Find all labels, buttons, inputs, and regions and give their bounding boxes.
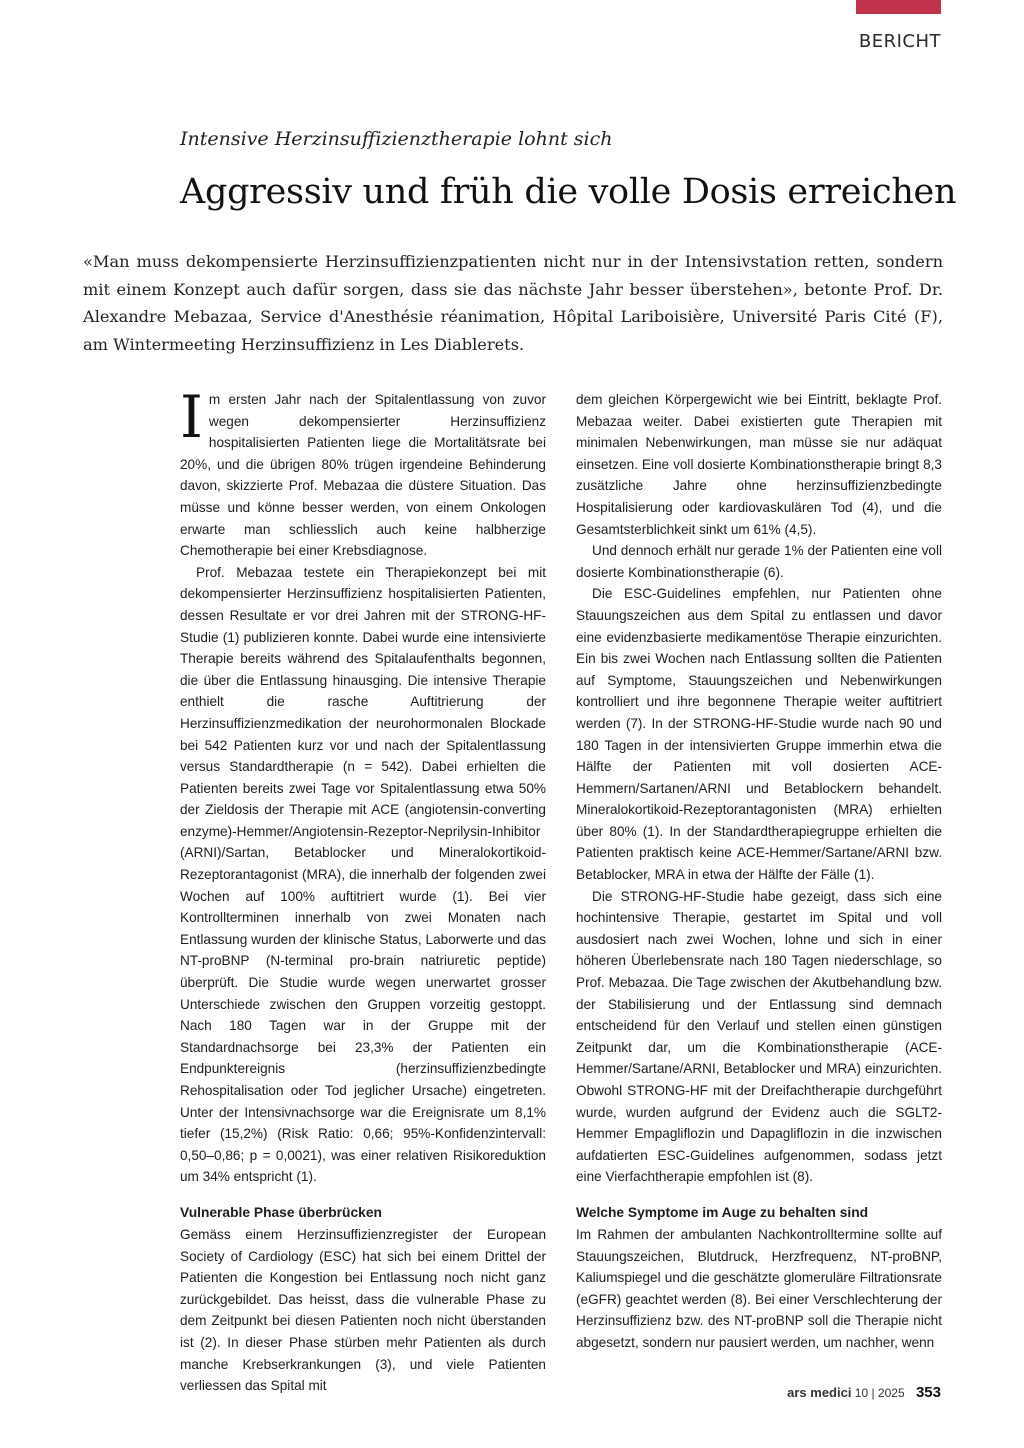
subheading: Welche Symptome im Auge zu behalten sind [576,1204,869,1220]
article-kicker: Intensive Herzinsuffizienztherapie lohnt sich [180,128,613,150]
article-lead: «Man muss dekompensierte Herzinsuffizienzpatienten nicht nur in der Intensivstation retten, sondern mit einem Konzept auch dafür sorgen, dass sie das nächste Jahr besser überstehen», betonte Prof. Dr. Alexandre Mebazaa, Service d'Anesthésie réanimation, Hôpital Lariboisière, Université Paris Cité (F), am Wintermeeting Herzinsuffizienz in Les Diablerets. [83,252,943,354]
page-number: 353 [915,1384,941,1401]
subheading: Vulnerable Phase überbrücken [180,1204,382,1220]
paragraph: Die STRONG-HF-Studie habe gezeigt, dass sich eine hochintensive Therapie, gestartet im Spital und voll ausdosiert nach zwei Wochen, lohne und sich in einer höheren Überlebensrate nach 180 Tagen niederschlage, so Prof. Mebazaa. Die Tage zwischen der Akutbehandlung bzw. der Stabilisierung und der Entlassung sind demnach entscheidend für den Verlauf und stellen einen günstigen Zeitpunkt dar, um die Kombinationstherapie (ACE-Hemmer/Sartane/ARNI, Betablocker und MRA) einzurichten. Obwohl STRONG-HF mit der Dreifachtherapie durchgeführt wurde, wurden aufgrund der Evidenz auch die SGLT2-Hemmer Empagliflozin und Dapagliflozin in die inzwischen aufdatierten ESC-Guidelines aufgenommen, sodass jetzt eine Vierfachtherapie empfohlen ist (8). [576,888,942,1185]
paragraph: Im ersten Jahr nach der Spitalentlassung von zuvor wegen dekompensierter Herzinsuffizienz hospitalisierten Patienten liege die Mortalitätsrate bei 20%, und die übrigen 80% trügen irgendeine Behinderung davon, skizzierte Prof. Mebazaa die düstere Situation. Das müsse und könne besser werden, von einem Onkologen erwarte man schliesslich auch keine halbherzige Chemotherapie bei einer Krebsdiagnose. [180,383,546,559]
page-footer [787,1384,941,1401]
drop-cap: I [180,383,203,451]
issue-number: 10 | 2025 [854,1386,905,1400]
paragraph: Im Rahmen der ambulanten Nachkontrolltermine sollte auf Stauungszeichen, Blutdruck, Herzfrequenz, NT-proBNP, Kaliumspiegel und die geschätzte glomeruläre Filtrationsrate (eGFR) geachtet werden (8). Bei einer Verschlechterung der Herzinsuffizienz bzw. des NT-proBNP soll die Therapie nicht abgesetzt, sondern nur pausiert werden, um nachher, wenn [576,1226,942,1350]
paragraph: dem gleichen Körpergewicht wie bei Eintritt, beklagte Prof. Mebazaa weiter. Dabei existierten gute Therapien mit minimalen Nebenwirkungen, man müsse sie nur adäquat einsetzen. Eine voll dosierte Kombinationstherapie bringt 8,3 zusätzliche Jahre ohne herzinsuffizienzbedingte Hospitalisierung oder kardiovaskulären Tod (4), und die Gesamtsterblichkeit sinkt um 61% (4,5). [576,392,942,537]
paragraph: Die ESC-Guidelines empfehlen, nur Patienten ohne Stauungszeichen aus dem Spital zu entlassen und davor eine evidenzbasierte medikamentöse Therapie einzurichten. Ein bis zwei Wochen nach Entlassung sollten die Patienten auf Symptome, Stauungszeichen und Nebenwirkungen kontrolliert und ihre begonnene Therapie weiter auftitriert werden (7). In der STRONG-HF-Studie wurde nach 90 und 180 Tagen in der intensivierten Gruppe immerhin etwa die Hälfte der Patienten mit voll dosierten ACE-Hemmern/Sartanen/ARNI und Betablockern behandelt. Mineralokortikoid-Rezeptorantagonisten (MRA) erhielten über 80% (1). In der Standardtherapiegruppe erhielten die Patienten praktisch keine ACE-Hemmer/Sartane/ARNI bzw. Betablocker, MRA in etwa der Hälfte der Fälle (1). [576,586,942,883]
paragraph: Prof. Mebazaa testete ein Therapiekonzept bei mit dekompensierter Herzinsuffizienz hospitalisierten Patienten, dessen Resultate er vor drei Jahren mit der STRONG-HF-Studie (1) publizieren konnte. Dabei wurde eine intensivierte Therapie bereits während des Spitalaufenthalts begonnen, die über die Entlassung hinausging. Die intensive Therapie enthielt die rasche Auftitrierung der Herzinsuffizienzmedikation der neurohormonalen Blockade bei 542 Patienten kurz vor und nach der Spitalentlassung versus Standardtherapie (n = 542). Dabei erhielten die Patienten bereits zwei Tage vor Spitalentlassung etwa 50% der Zieldosis der Therapie mit ACE (angiotensin-converting enzyme)-Hemmer/Angiotensin-Rezeptor-Neprilysin-Inhibitor (ARNI)/Sartan, Betablocker und Mineralokortikoid-Rezeptorantagonist (MRA), die innerhalb der folgenden zwei Wochen auf 100% auftitriert wurde (1). Bei vier Kontrollterminen innerhalb von zwei Monaten nach Entlassung wurden der klinische Status, Laborwerte und das NT-proBNP (N-terminal pro-brain natriuretic peptide) überprüft. Die Studie wurde wegen unerwartet grosser Unterschiede zwischen den Gruppen vorzeitig gestoppt. Nach 180 Tagen war in der Gruppe mit der Standardnachsorge bei 23,3% der Patienten ein Endpunktereignis (herzinsuffizienzbedingte Rehospitalisation oder Tod jeglicher Ursache) eingetreten. Unter der Intensivnachsorge war die Ereignisrate um 8,1% tiefer (15,2%) (Risk Ratio: 0,66; 95%-Konfidenzintervall: 0,50–0,86; p = 0,0021), was einer relativen Risikoreduktion um 34% entspricht (1). [180,564,546,1185]
paragraph: Gemäss einem Herzinsuffizienzregister der European Society of Cardiology (ESC) hat sich bei einem Drittel der Patienten die Kongestion bei Entlassung noch nicht ganz zurückgebildet. Das heisst, dass die vulnerable Phase zu dem Zeitpunkt bei diesen Patienten noch nicht überstanden ist (2). In dieser Phase stürben mehr Patienten als durch manche Krebserkrankungen (3), und viele Patienten verliessen das Spital mit [180,1226,546,1394]
accent-bar [856,0,941,14]
column-left [180,383,546,1397]
article-title: Aggressiv und früh die volle Dosis erreichen [180,172,957,212]
column-right [576,389,942,1354]
paragraph: Und dennoch erhält nur gerade 1% der Patienten eine voll dosierte Kombinationstherapie (6). [576,543,942,580]
publication-name: ars medici [787,1385,852,1400]
section-label: BERICHT [858,31,941,52]
